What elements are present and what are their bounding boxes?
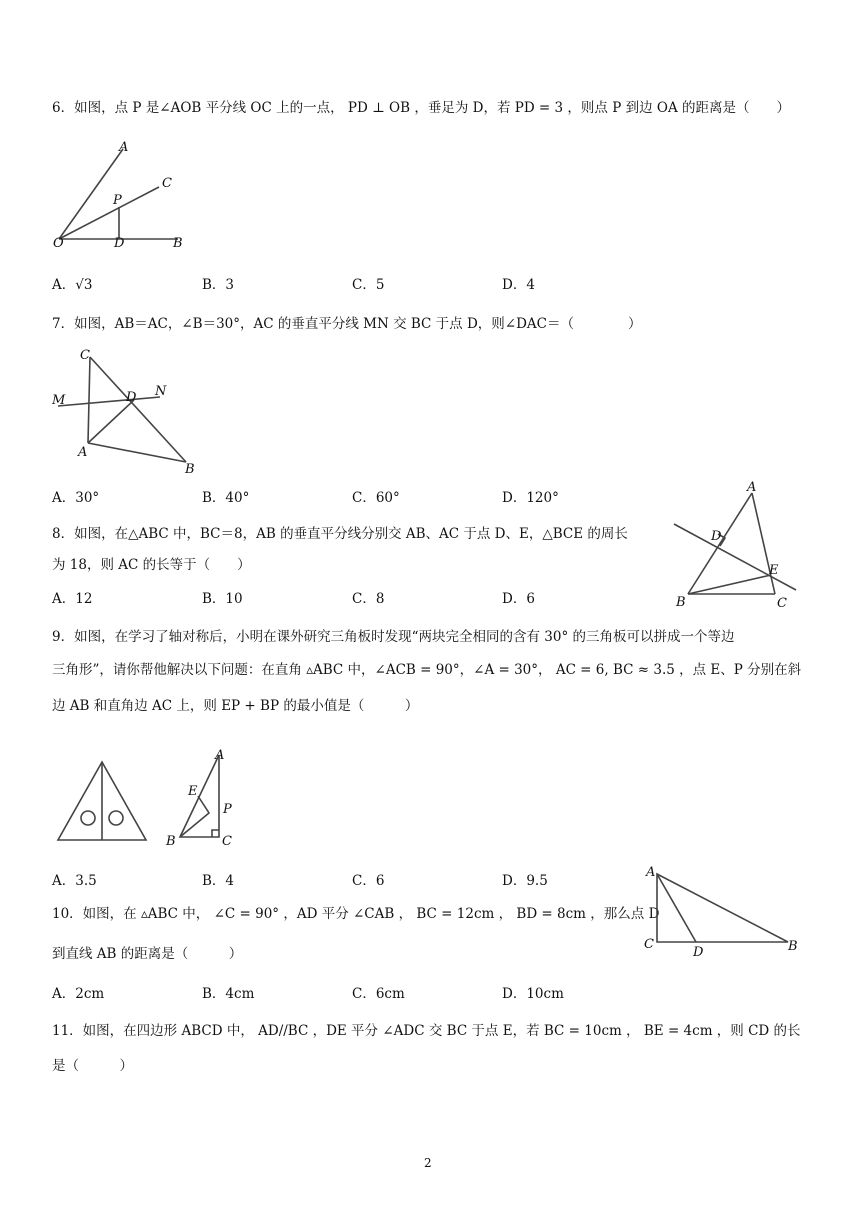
q9-option-b: B．4 (202, 873, 235, 889)
q9-text-line2: 三角形”，请你帮他解决以下问题：在直角 ▵ABC 中，∠ACB = 90°，∠A = 30°， AC = 6, BC ≈ 3.5 ，点 E、P 分别在斜 (52, 662, 802, 678)
q6-label-A: A (119, 140, 129, 155)
q10-text-line1: 10．如图，在 ▵ABC 中， ∠C = 90° ，AD 平分 ∠CAB ， BC = 12cm ， BD = 8cm ，那么点 D (52, 906, 660, 922)
q6-figure (45, 135, 245, 265)
q7-option-d: D．120° (502, 490, 559, 506)
q10-option-b: B．4cm (202, 986, 255, 1002)
q9-option-d: D．9.5 (502, 873, 548, 889)
q10-label-B: B (788, 939, 798, 954)
q8-option-a: A．12 (52, 591, 93, 607)
q11-text-line2: 是（ ） (52, 1058, 133, 1074)
q6-option-b: B．3 (202, 277, 235, 293)
q8-text-line2: 为 18，则 AC 的长等于（ ） (52, 557, 251, 573)
q7-label-A: A (78, 445, 88, 460)
q10-option-d: D．10cm (502, 986, 564, 1002)
q9-label-A: A (215, 748, 225, 763)
q8-label-C: C (777, 596, 787, 611)
q10-figure (640, 860, 810, 960)
q9-option-a: A．3.5 (52, 873, 97, 889)
q8-option-c: C．8 (352, 591, 385, 607)
q10-option-c: C．6cm (352, 986, 405, 1002)
q7-label-C: C (80, 348, 90, 363)
q7-label-B: B (185, 462, 195, 477)
q10-label-C: C (644, 937, 654, 952)
q9-figure-triangle-abc (160, 745, 240, 855)
q8-figure (668, 478, 808, 613)
q9-label-E: E (188, 784, 198, 799)
q8-label-A: A (747, 480, 757, 495)
q6-label-D: D (114, 236, 125, 251)
q9-label-P: P (223, 802, 232, 817)
q6-label-P: P (113, 193, 122, 208)
q8-label-E: E (769, 563, 779, 578)
q7-text: 7．如图，AB＝AC，∠B＝30°，AC 的垂直平分线 MN 交 BC 于点 D，则∠DAC＝（ ） (52, 316, 642, 332)
q9-label-B: B (166, 834, 176, 849)
q9-label-C: C (222, 834, 232, 849)
q9-text-line3: 边 AB 和直角边 AC 上，则 EP + BP 的最小值是（ ） (52, 698, 419, 714)
q6-option-d: D．4 (502, 277, 535, 293)
q10-label-A: A (646, 865, 656, 880)
q8-option-b: B．10 (202, 591, 243, 607)
q6-label-O: O (53, 236, 64, 251)
q6-option-c: C．5 (352, 277, 385, 293)
q8-option-d: D．6 (502, 591, 535, 607)
q6-text: 6．如图，点 P 是∠AOB 平分线 OC 上的一点， PD ⊥ OB ，垂足为 D，若 PD = 3 ，则点 P 到边 OA 的距离是（ ） (52, 100, 790, 116)
q7-option-c: C．60° (352, 490, 400, 506)
q9-figure-triangle-pair (52, 755, 162, 855)
q10-label-D: D (693, 945, 704, 960)
q10-text-line2: 到直线 AB 的距离是（ ） (52, 946, 243, 962)
q11-text-line1: 11．如图，在四边形 ABCD 中， AD//BC ，DE 平分 ∠ADC 交 BC 于点 E，若 BC = 10cm ， BE = 4cm ，则 CD 的长 (52, 1023, 801, 1039)
q9-text-line1: 9．如图，在学习了轴对称后，小明在课外研究三角板时发现“两块完全相同的含有 30° 的三角板可以拼成一个等边 (52, 629, 735, 645)
q6-label-B: B (173, 236, 183, 251)
q7-label-N: N (155, 384, 167, 399)
page-number: 2 (424, 1156, 432, 1170)
q8-label-D: D (711, 529, 722, 544)
q6-label-C: C (162, 176, 172, 191)
q7-label-M: M (52, 393, 66, 408)
q7-option-b: B．40° (202, 490, 250, 506)
q8-text-line1: 8．如图，在△ABC 中，BC＝8，AB 的垂直平分线分别交 AB、AC 于点 D、E，△BCE 的周长 (52, 526, 628, 542)
q7-figure (48, 340, 218, 480)
q6-option-a: A．√3 (52, 277, 93, 293)
q7-label-D: D (126, 390, 137, 405)
q9-option-c: C．6 (352, 873, 385, 889)
q8-label-B: B (676, 595, 686, 610)
q7-option-a: A．30° (52, 490, 100, 506)
q10-option-a: A．2cm (52, 986, 105, 1002)
